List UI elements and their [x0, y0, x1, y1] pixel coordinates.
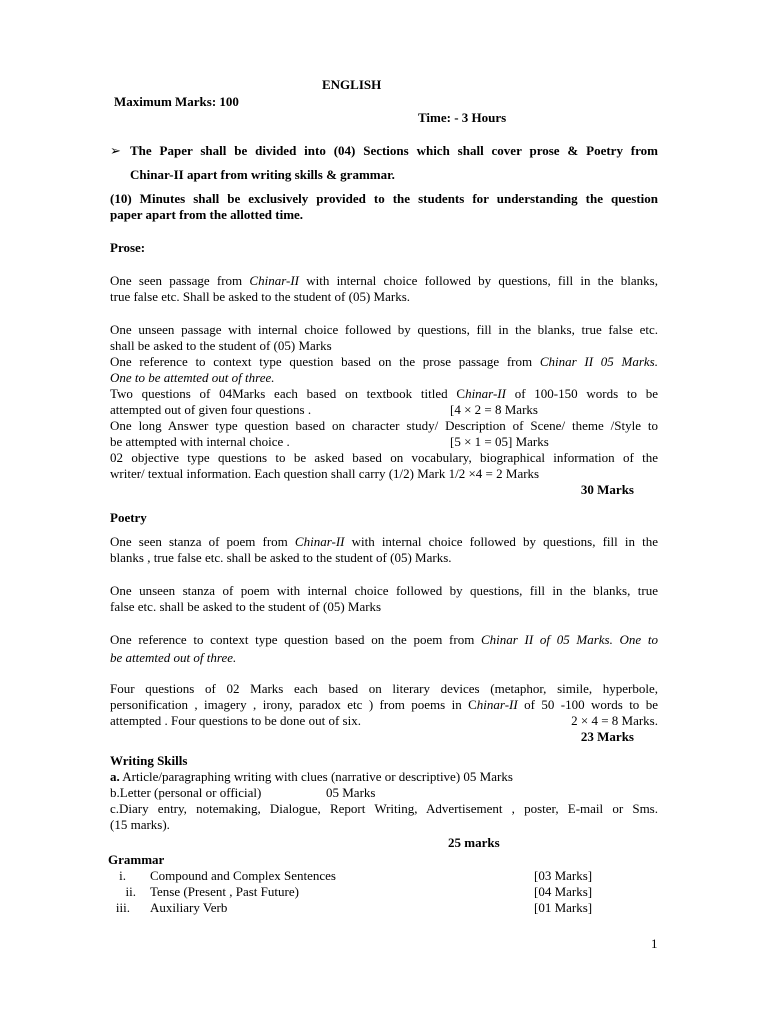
writing-total: 25 marks [448, 835, 500, 850]
grammar-list [108, 868, 608, 916]
writing-skills-heading: Writing Skills [110, 753, 188, 768]
page-number: 1 [651, 936, 658, 951]
grammar-item: i. Compound and Complex Sentences [03 Marks] [119, 868, 593, 883]
instruction-paragraph-2 [110, 191, 658, 223]
prose-item-seen-passage: One seen passage from Chinar-II with internal choice followed by questions, fill in the blanks, true false etc. Shall be asked to the student of (05) Marks. [110, 273, 658, 304]
prose-item-unseen-passage: One unseen passage with internal choice followed by questions, fill in the blanks, true false etc. shall be asked to the student of (05) Marks One reference to context type question based on the prose passage from Chinar II 05 Marks. One to be attemted out of three. Two questions of 04Marks each based on textbook titled Chinar-II of 100-150 words to be attempted out of given four questions . [4 × 2 = 8 Marks One long Answer type question based on character study/ Description of Scene/ theme /Style to be attempted with internal choice . [5 × 1 = 05] Marks 02 objective type questions to be asked based on vocabulary, biographical information of the writer/ textual information. Each question shall carry (1/2) Mark 1/2 ×4 = 2 Marks 30 Marks [110, 322, 658, 497]
instruction-line-2: Chinar-II apart from writing skills & grammar. [130, 167, 395, 182]
prose-heading: Prose: [110, 240, 146, 255]
prose-total: 30 Marks [580, 482, 634, 497]
poetry-item-unseen-stanza: One unseen stanza of poem with internal choice followed by questions, fill in the blanks, true false etc. shall be asked to the student of (05) Marks [110, 583, 658, 614]
grammar-item: iii. Auxiliary Verb [01 Marks] [115, 900, 593, 915]
poetry-item-literary-devices: Four questions of 02 Marks each based on literary devices (metaphor, simile, hyperbole, personification , imagery , irony, paradox etc ) from poems in Chinar-II of 50 -100 words to be attempted . Four questions to be done out of six. 2 × 4 = 8 Marks. 23 Marks [110, 681, 658, 744]
grammar-item: ii. Tense (Present , Past Future) [04 Marks] [125, 884, 593, 899]
instruction-line-1: The Paper shall be divided into (04) Sections which shall cover prose & Poetry from [130, 143, 658, 158]
arrow-bullet-icon: ➢ [110, 143, 121, 158]
grammar-heading: Grammar [108, 852, 165, 867]
poetry-item-seen-stanza: One seen stanza of poem from Chinar-II with internal choice followed by questions, fill in the blanks , true false etc. shall be asked to the student of (05) Marks. [110, 534, 658, 565]
poetry-total: 23 Marks [580, 729, 634, 744]
max-marks: Maximum Marks: 100 [114, 94, 239, 109]
instruction-p2-line-1: (10) Minutes shall be exclusively provided to the students for understanding the question [110, 191, 658, 206]
instruction-p2-line-2: paper apart from the allotted time. [110, 207, 304, 222]
poetry-item-reference-context: One reference to context type question based on the poem from Chinar II of 05 Marks. One to be attemted out of three. [110, 632, 658, 665]
subject-title: ENGLISH [322, 77, 382, 92]
instruction-paragraph-1 [110, 143, 658, 183]
poetry-heading: Poetry [110, 510, 147, 525]
time-allowed: Time: - 3 Hours [418, 110, 507, 125]
writing-skills-list: a. Article/paragraphing writing with clues (narrative or descriptive) 05 Marks b.Letter (personal or official) 05 Marks c.Diary entry, notemaking, Dialogue, Report Writing, Advertisement , poster, E-mail or Sms. (15 marks). [110, 769, 658, 832]
